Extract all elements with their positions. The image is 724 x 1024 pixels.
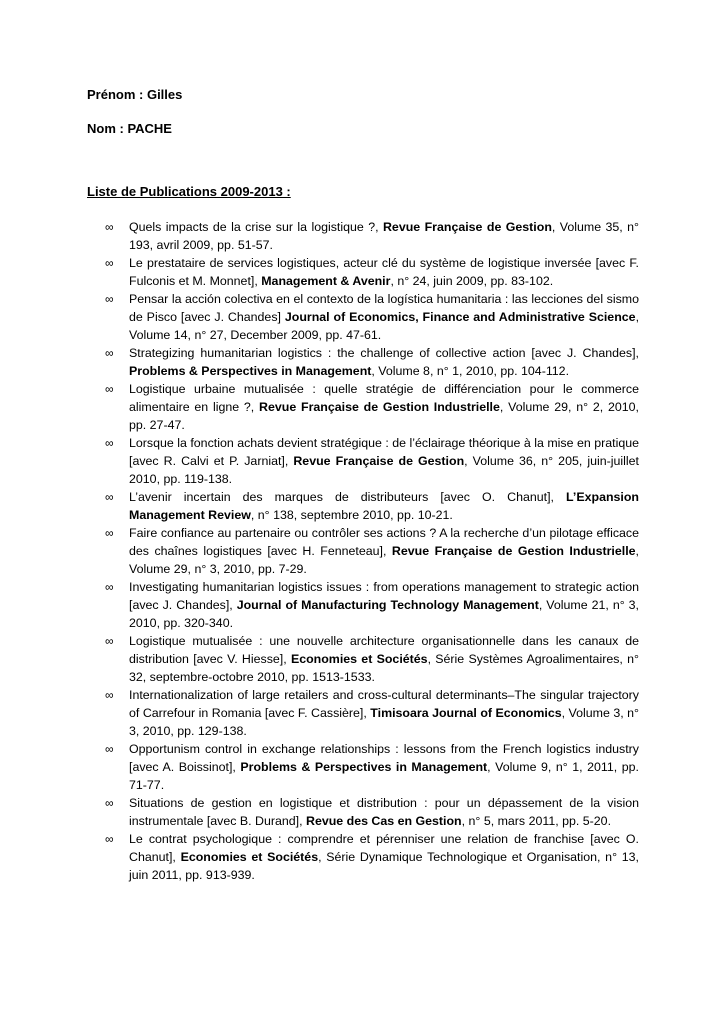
publication-details: , Volume 8, n° 1, 2010, pp. 104-112.	[371, 364, 570, 378]
journal-name: Management & Avenir	[261, 274, 391, 288]
infinity-bullet-icon: ∞	[105, 580, 114, 594]
publication-details: , Volume 9, n° 1, 2011, pp. 71-77.	[129, 760, 639, 792]
publication-text: Le contrat psychologique : comprendre et pérenniser une relation de franchise [avec O. Chanut],	[129, 832, 639, 864]
publication-details: , n° 5, mars 2011, pp. 5-20.	[461, 814, 612, 828]
journal-name: Economies et Sociétés	[290, 652, 428, 666]
publication-details: , n° 138, septembre 2010, pp. 10-21.	[250, 508, 453, 522]
publication-text: Logistique urbaine mutualisée : quelle stratégie de différenciation pour le commerce alimentaire en ligne ?,	[129, 382, 639, 414]
publication-details: , Série Dynamique Technologique et Organisation, n° 13, juin 2011, pp. 913-939.	[129, 850, 639, 882]
journal-name: Journal of Manufacturing Technology Management	[236, 598, 539, 612]
journal-name: Journal of Economics, Finance and Administrative Science	[284, 310, 636, 324]
publication-text: Opportunism control in exchange relationships : lessons from the French logistics industry [avec A. Boissinot],	[129, 742, 639, 774]
publication-item	[105, 434, 639, 488]
publication-details: , n° 24, juin 2009, pp. 83-102.	[390, 274, 554, 288]
publication-text: Le prestataire de services logistiques, acteur clé du système de logistique inversée [avec F. Fulconis et M. Monnet],	[129, 256, 639, 288]
journal-name: Revue Française de Gestion Industrielle	[391, 544, 636, 558]
journal-name: Problems & Perspectives in Management	[240, 760, 488, 774]
last-name-line: Nom : PACHE	[87, 121, 172, 136]
publication-text: Quels impacts de la crise sur la logistique ?,	[129, 220, 383, 234]
publication-text: Internationalization of large retailers and cross-cultural determinants–The singular trajectory of Carrefour in Romania [avec F. Cassière],	[129, 688, 639, 720]
publication-item	[105, 380, 639, 434]
infinity-bullet-icon: ∞	[105, 382, 114, 396]
publication-item	[105, 578, 639, 632]
journal-name: Revue Française de Gestion	[382, 220, 552, 234]
journal-name: Timisoara Journal of Economics	[370, 706, 562, 720]
publication-item	[105, 740, 639, 794]
publication-text: Strategizing humanitarian logistics : the challenge of collective action [avec J. Chandes],	[129, 346, 639, 360]
infinity-bullet-icon: ∞	[105, 832, 114, 846]
publication-item	[105, 632, 639, 686]
infinity-bullet-icon: ∞	[105, 346, 114, 360]
publication-item	[105, 686, 639, 740]
first-name-line: Prénom : Gilles	[87, 87, 183, 102]
journal-name: Revue Française de Gestion	[293, 454, 465, 468]
publication-text: Situations de gestion en logistique et distribution : pour un dépassement de la vision instrumentale [avec B. Durand],	[129, 796, 639, 828]
publication-details: , Volume 36, n° 205, juin-juillet 2010, pp. 119-138.	[129, 454, 639, 486]
journal-name: Problems & Perspectives in Management	[129, 364, 372, 378]
publication-item	[105, 344, 639, 380]
publication-details: , Série Systèmes Agroalimentaires, n° 32, septembre-octobre 2010, pp. 1513-1533.	[129, 652, 639, 684]
publication-item	[105, 524, 639, 578]
infinity-bullet-icon: ∞	[105, 256, 114, 270]
publication-details: , Volume 21, n° 3, 2010, pp. 320-340.	[129, 598, 639, 630]
publication-item	[105, 830, 639, 884]
publication-text: L’avenir incertain des marques de distributeurs [avec O. Chanut],	[129, 490, 567, 504]
publication-text: Pensar la acción colectiva en el contexto de la logística humanitaria : las lecciones del sismo de Pisco [avec J. Chandes]	[129, 292, 639, 324]
publication-text: Lorsque la fonction achats devient stratégique : de l’éclairage théorique à la mise en pratique [avec R. Calvi et P. Jarniat],	[129, 436, 639, 468]
publication-item	[105, 290, 639, 344]
infinity-bullet-icon: ∞	[105, 436, 114, 450]
infinity-bullet-icon: ∞	[105, 490, 114, 504]
infinity-bullet-icon: ∞	[105, 688, 114, 702]
infinity-bullet-icon: ∞	[105, 742, 114, 756]
infinity-bullet-icon: ∞	[105, 526, 114, 540]
publication-item	[105, 794, 639, 830]
infinity-bullet-icon: ∞	[105, 796, 114, 810]
journal-name: Revue des Cas en Gestion	[306, 814, 462, 828]
journal-name: Economies et Sociétés	[180, 850, 319, 864]
publication-details: , Volume 35, n° 193, avril 2009, pp. 51-57.	[129, 220, 639, 252]
publication-details: , Volume 3, n° 3, 2010, pp. 129-138.	[129, 706, 639, 738]
journal-name: Revue Française de Gestion Industrielle	[259, 400, 500, 414]
journal-name: L’Expansion Management Review	[129, 490, 639, 522]
publication-list	[105, 218, 639, 884]
publication-details: , Volume 29, n° 2, 2010, pp. 27-47.	[129, 400, 639, 432]
infinity-bullet-icon: ∞	[105, 220, 114, 234]
publication-details: , Volume 14, n° 27, December 2009, pp. 47-61.	[129, 310, 640, 342]
publications-heading: Liste de Publications 2009-2013 :	[87, 184, 291, 199]
infinity-bullet-icon: ∞	[105, 292, 114, 306]
publication-text: Faire confiance au partenaire ou contrôler ses actions ? A la recherche d’un pilotage efficace des chaînes logistiques [avec H. Fenneteau],	[129, 526, 639, 558]
publication-item	[105, 254, 639, 290]
publication-details: , Volume 29, n° 3, 2010, pp. 7-29.	[129, 544, 639, 576]
publication-text: Investigating humanitarian logistics issues : from operations management to strategic action [avec J. Chandes],	[129, 580, 639, 612]
publication-text: Logistique mutualisée : une nouvelle architecture organisationnelle dans les canaux de distribution [avec V. Hiesse],	[129, 634, 639, 666]
publication-item	[105, 488, 639, 524]
infinity-bullet-icon: ∞	[105, 634, 114, 648]
publication-item	[105, 218, 639, 254]
